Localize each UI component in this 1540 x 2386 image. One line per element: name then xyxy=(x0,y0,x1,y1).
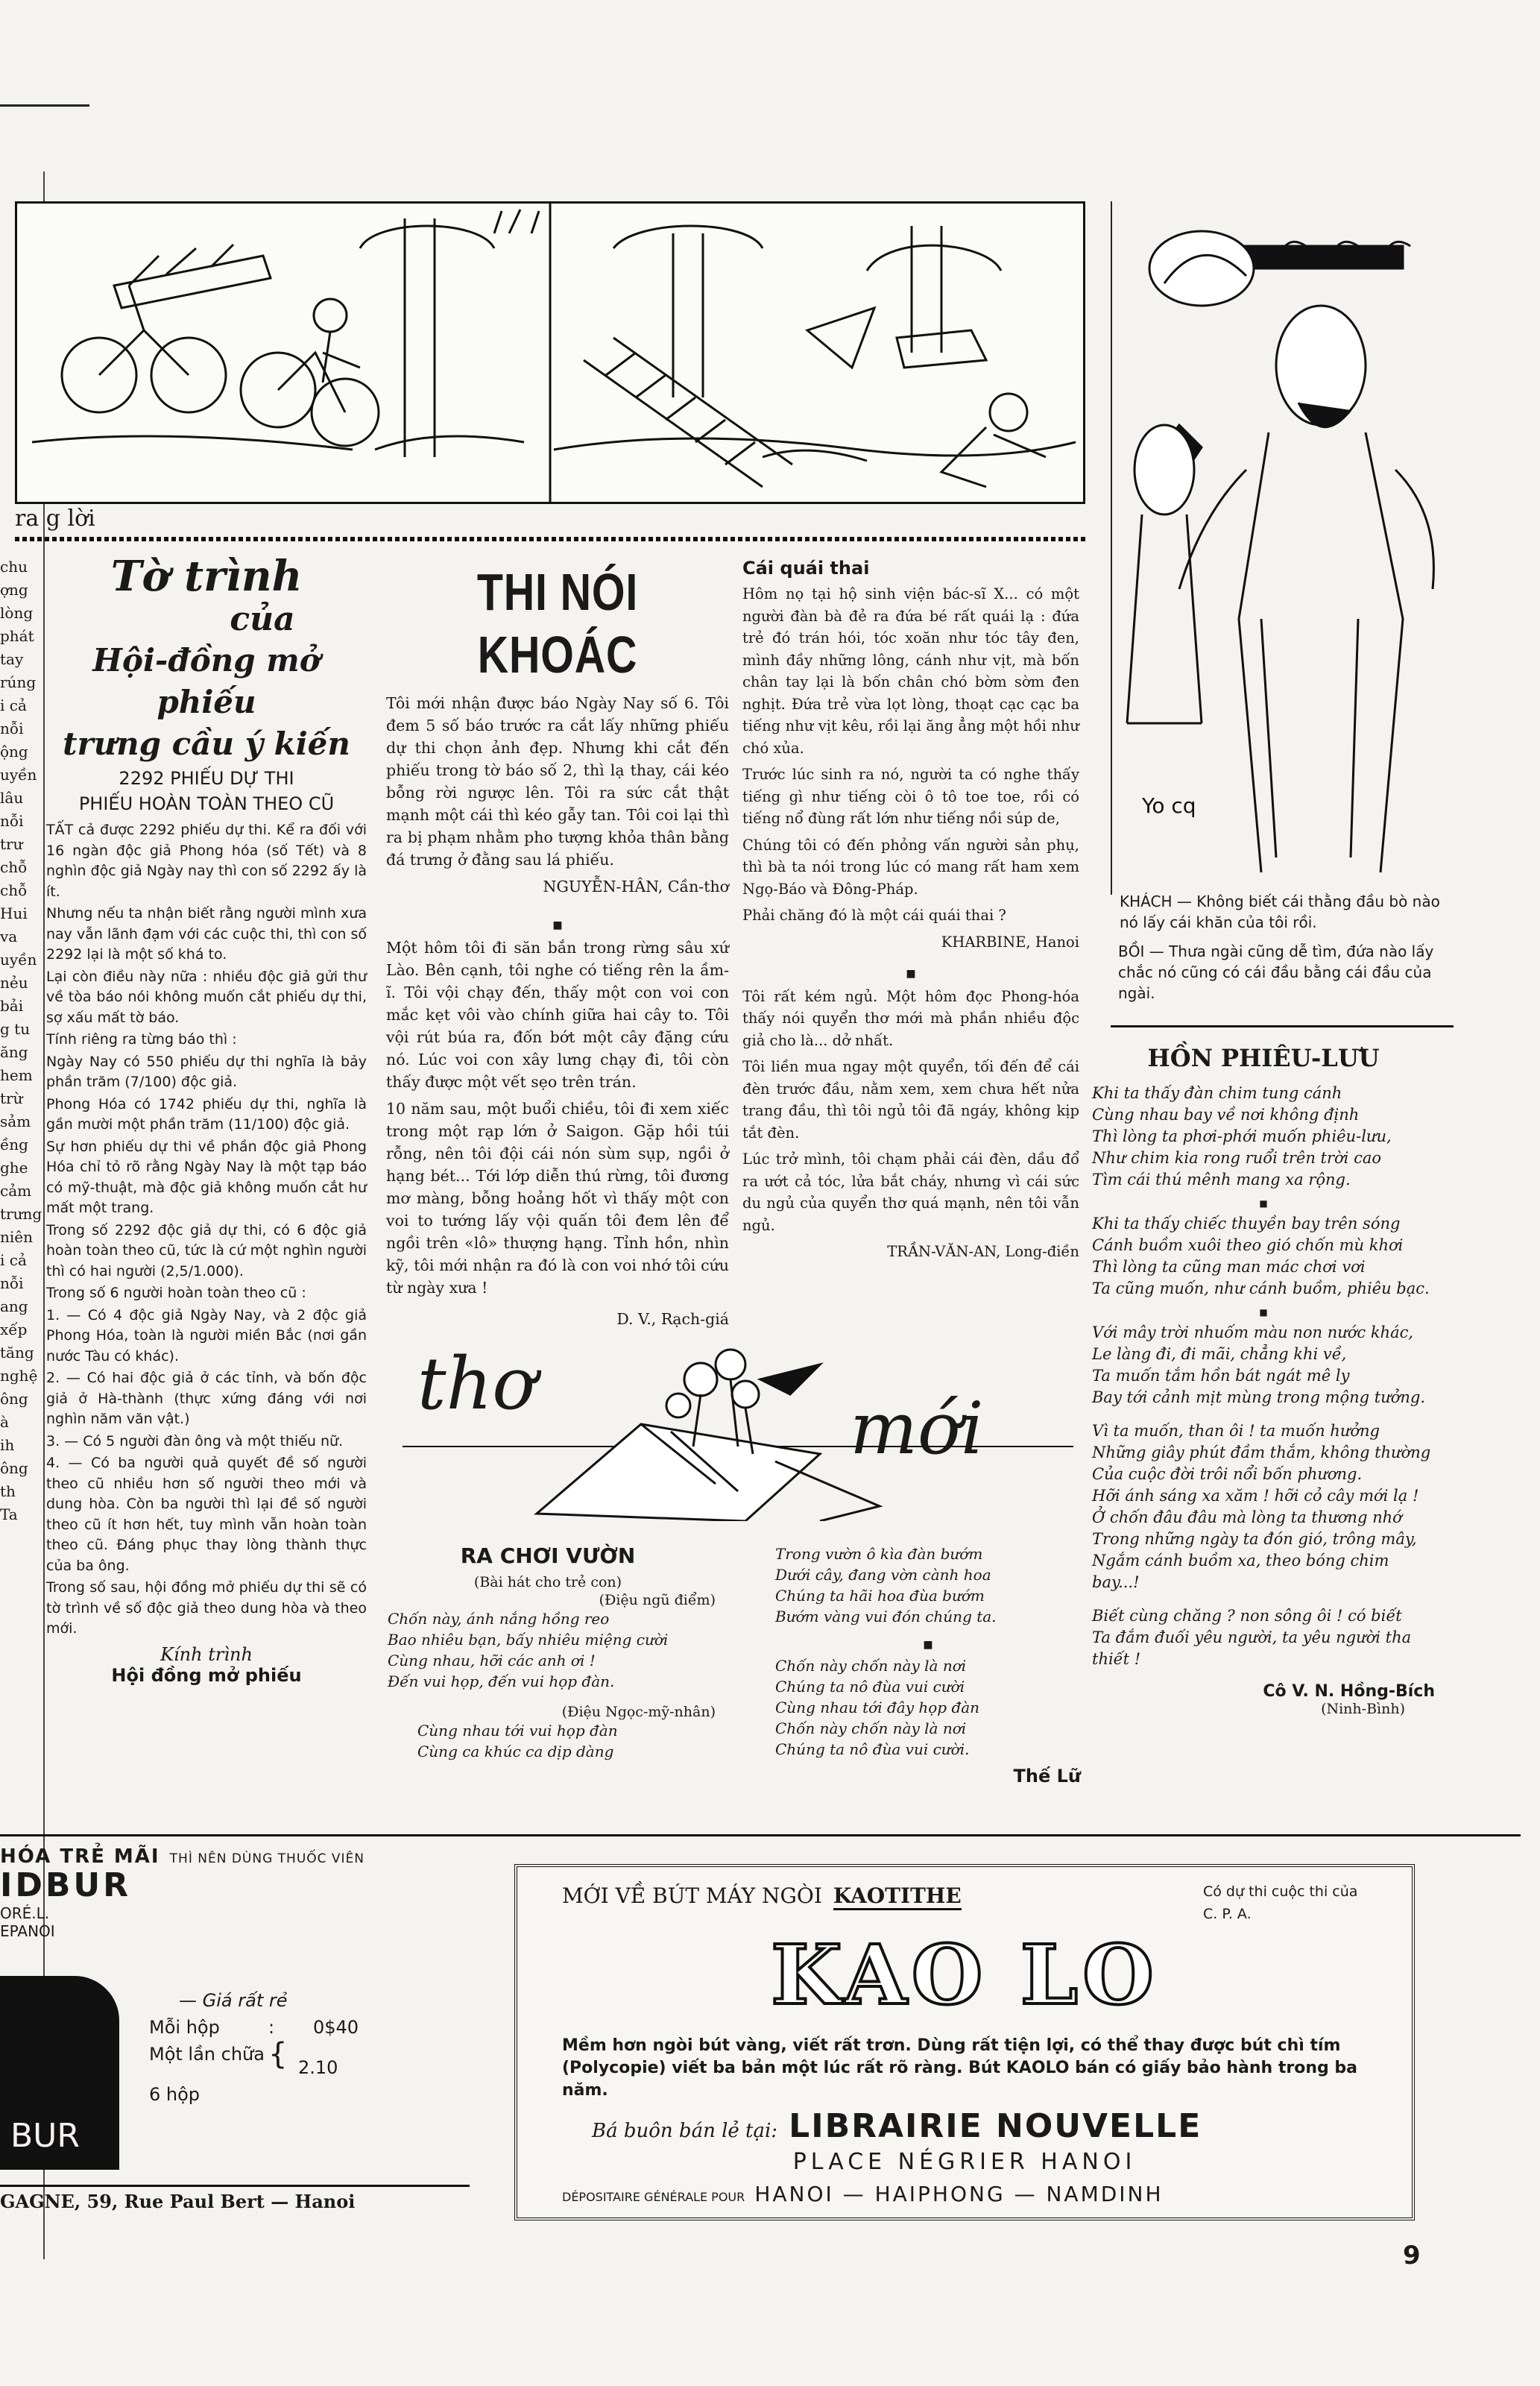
margin-fragment: lòng xyxy=(0,604,34,622)
margin-fragment: nỗi xyxy=(0,720,24,737)
poem-stanza-3 xyxy=(775,1543,1081,1627)
hat-cartoon-drawing xyxy=(1112,201,1455,895)
hpl-author: Cô V. N. Hồng-Bích xyxy=(1263,1682,1435,1701)
pill-ad-address: GAGNE, 59, Rue Paul Bert — Hanoi xyxy=(0,2191,356,2212)
story-2-signature: D. V., Rạch-giá xyxy=(616,1310,729,1328)
to-trinh-title-1: Tờ trình xyxy=(110,552,303,601)
poem-line: Cùng nhau tới vui họp đàn xyxy=(417,1722,618,1740)
to-trinh-paragraph: 4. — Có ba người quả quyết đề số người theo cũ nhiều hơn số người theo mới và dung hòa. Còn ba người thì lại đề số người theo cũ ít hơn hết, tuy mình vẫn hoàn toàn theo cũ. Đáng phục thay lòng thành thực của ba ông. xyxy=(46,1455,367,1574)
to-trinh-article xyxy=(46,553,367,1686)
poem-subtitle: (Bài hát cho trẻ con) xyxy=(473,1574,622,1590)
price-row-2-label: Một lần chữa xyxy=(149,2044,265,2065)
ra-choi-vuon-poem-right xyxy=(775,1543,1081,1787)
poem-line: Trong những ngày ta đón gió, trông mây, xyxy=(1092,1530,1417,1548)
kaolo-headline xyxy=(562,1883,962,1908)
poem-line: Khi ta thấy chiếc thuyền bay trên sóng xyxy=(1092,1215,1401,1233)
kaolo-brand: KAO LO xyxy=(771,1927,1158,2023)
margin-fragment: phát xyxy=(0,627,34,645)
margin-fragment: ang xyxy=(0,1297,28,1315)
poem-line: Những giây phút đầm thắm, không thường xyxy=(1092,1444,1431,1461)
poem-line: Ở chốn đâu đâu mà lòng ta thương nhớ xyxy=(1092,1508,1402,1526)
margin-fragment: nỗi xyxy=(0,1274,24,1292)
quai-thai-sig-2: TRẦN-VĂN-AN, Long-điền xyxy=(887,1243,1079,1260)
poem-stanza-4 xyxy=(775,1655,1081,1760)
poem-line: Chúng ta hãi hoa đùa bướm xyxy=(775,1587,985,1605)
to-trinh-paragraph: 2. — Có hai độc giả ở các tỉnh, và bốn độc giả ở Hà-thành (thực xứng đáng với nơi nghìn năm văn vật.) xyxy=(46,1370,367,1427)
price-title: — Giá rất rẻ xyxy=(179,1990,288,2011)
page-number: 9 xyxy=(1403,2241,1421,2270)
price-row-23-value: 2.10 xyxy=(298,2057,338,2078)
pill-ad-headline: HÓA TRẺ MÃI xyxy=(0,1845,160,1868)
quai-thai-sig-1: KHARBINE, Hanoi xyxy=(941,933,1079,951)
price-row-3-label: 6 hộp xyxy=(149,2084,201,2105)
pill-ad-label-1: ORÉ.L. xyxy=(0,1904,50,1922)
price-row-1-value: 0$40 xyxy=(313,2017,359,2038)
poem-line: Le làng đi, đi mãi, chẳng khi về, xyxy=(1092,1345,1347,1363)
caption-khach: KHÁCH — Không biết cái thằng đầu bò nào nó lấy cái khăn của tôi rồi. xyxy=(1120,893,1440,931)
price-row-1-label: Mỗi hộp xyxy=(149,2017,220,2038)
story-2a: Một hôm tôi đi săn bắn trong rừng sâu xứ Lào. Bên cạnh, tôi nghe có tiếng rên la ầm-ĩ. Tôi vội chạy đến, thấy một con voi con mắc kẹt vôi vào chính giữa hai cây to. Tôi vội rút búa ra, đốn bớt một cây đặng cứu nó. Lúc voi con xây lưng chạy đi, tôi còn thấy được một vết sẹo trên trán. xyxy=(386,939,729,1091)
cartoon-illustration xyxy=(17,204,1083,502)
margin-fragment: va xyxy=(0,928,18,945)
pill-bottle-label: BUR xyxy=(10,2117,80,2155)
pill-ad-label-2: EPANOI xyxy=(0,1922,55,1940)
kaolo-depot-label: DÉPOSITAIRE GÉNÉRALE POUR xyxy=(562,2190,745,2204)
margin-fragment: ông xyxy=(0,1459,28,1477)
margin-fragment: uyền xyxy=(0,766,37,784)
kaolo-headline-brand: KAOTITHE xyxy=(833,1883,962,1910)
margin-fragment: trưng xyxy=(0,1205,42,1223)
margin-fragment: ăng xyxy=(0,1043,28,1061)
margin-fragment: hem xyxy=(0,1066,33,1084)
kaolo-address: PLACE NÉGRIER HANOI xyxy=(792,2149,1137,2175)
quai-thai-p4: Phải chăng đó là một cái quái thai ? xyxy=(742,907,1006,924)
margin-fragment: th xyxy=(0,1482,16,1500)
quai-thai-p5: Tôi rất kém ngủ. Một hôm đọc Phong-hóa thấy nói quyển thơ mới mà phần nhiều độc giả cho là... dở nhất. xyxy=(742,987,1079,1049)
poem-line: Ta muốn tắm hồn bát ngát mê ly xyxy=(1092,1367,1350,1385)
poem-line: Đến vui họp, đến vui họp đàn. xyxy=(388,1672,615,1690)
poem-line: Của cuộc đời trôi nổi bốn phương. xyxy=(1092,1465,1363,1483)
poem-line: Ta đắm đuối yêu người, ta yêu người tha thiết ! xyxy=(1092,1628,1412,1668)
to-trinh-body xyxy=(46,820,367,1640)
separator-dot: ■ xyxy=(906,968,916,980)
hat-cartoon xyxy=(1111,201,1455,931)
story-2b: 10 năm sau, một buổi chiều, tôi đi xem xiếc trong một rạp lớn ở Saigon. Gặp hồi túi rỗng, nên tôi đội cái nón sùm sụp, ngồi ở hạng bét... Tới lớp diễn thú rừng, tôi đương mơ màng, bỗng hoảng hốt vì thấy một con voi to tướng lấy vội quấn tôi đem lên để ngồi trên «lô» thượng hạng. Tỉnh hồn, nhìn kỹ, tôi mới nhận ra đó là con voi nhớ tôi cứu từ ngày xưa ! xyxy=(386,1100,729,1297)
poem-line: Ngắm cánh buồm xa, theo bóng chim bay...! xyxy=(1092,1552,1389,1591)
poem-title: RA CHƠI VƯỜN xyxy=(460,1543,636,1568)
margin-fragment: ih xyxy=(0,1436,15,1454)
poem-stanza-1 xyxy=(373,1608,723,1692)
quai-thai-p3: Chúng tôi có đến phỏng vấn người sản phụ, thì bà ta nói trong lúc có mang rất ham xem Ngọ-Báo và Đông-Pháp. xyxy=(742,836,1079,898)
pill-ad-brand: IDBUR xyxy=(0,1866,132,1904)
poem-line: Cùng nhau, hỡi các anh ơi ! xyxy=(388,1652,596,1669)
to-trinh-closing-label: Kính trình xyxy=(160,1643,253,1665)
poem-line: Dưới cây, đang vờn cành hoa xyxy=(775,1566,991,1584)
price-block: — Giá rất rẻ Mỗi hộp : 0$40 Một lần chữa { 2.10 6 hộp xyxy=(149,1987,462,2108)
margin-fragment: ghe xyxy=(0,1159,28,1177)
margin-fragment: nẻu xyxy=(0,974,28,992)
separator-dot: ■ xyxy=(923,1639,933,1651)
margin-fragment: nỗi xyxy=(0,812,24,830)
margin-fragment: ợng xyxy=(0,581,28,599)
thi-noi-khoac-article xyxy=(386,561,729,1330)
ra-choi-vuon-poem-left xyxy=(373,1543,723,1762)
margin-fragment: uyền xyxy=(0,951,37,969)
to-trinh-paragraph: Phong Hóa có 1742 phiếu dự thi, nghĩa là gần mười một phần trăm (11/100) độc giả. xyxy=(46,1095,367,1133)
kaolo-side-note: Có dự thi cuộc thi của C. P. A. xyxy=(1203,1883,1358,1922)
to-trinh-paragraph: Sự hơn phiếu dự thi về phần độc giả Phong Hóa chỉ tỏ rõ rằng Ngày Nay là một tạp báo có mỹ-thuật, mà độc giả không muốn cắt hư mất một trang. xyxy=(46,1138,367,1216)
separator-dot: ■ xyxy=(552,919,563,931)
top-tick xyxy=(0,104,89,107)
quai-thai-p2: Trước lúc sinh ra nó, người ta có nghe thấy tiếng gì như tiếng còi ô tô toe toe, rồi có tiếng nổ đùng rất lớn như tiếng nồi súp de, xyxy=(742,766,1079,827)
poem-note-2: (Điệu Ngọc-mỹ-nhân) xyxy=(561,1704,716,1720)
poem-line: Chốn này, ánh nắng hồng reo xyxy=(388,1610,610,1628)
to-trinh-paragraph: Trong số sau, hội đồng mở phiếu dự thi sẽ có tờ trình về số độc giả theo dung hòa và theo mới. xyxy=(46,1579,367,1637)
story-1-signature: NGUYỄN-HÂN, Cần-thơ xyxy=(543,878,729,895)
price-title-text: Giá rất rẻ xyxy=(202,1990,288,2011)
separator-dot: ■ xyxy=(1259,1198,1268,1209)
margin-fragment: trừ xyxy=(0,1089,23,1107)
to-trinh-paragraph: Trong số 2292 độc giả dự thi, có 6 độc giả hoàn toàn theo cũ, tức là cứ một nghìn người thì có hai người (2,5/1.000). xyxy=(46,1221,367,1279)
poem-line: Chốn này chốn này là nơi xyxy=(775,1657,967,1675)
margin-fragment: bải xyxy=(0,997,24,1015)
poem-line: Tìm cái thú mênh mang xa rộng. xyxy=(1092,1171,1351,1189)
cartoon-signature: Yo cq xyxy=(1142,793,1196,818)
to-trinh-title-4: trưng cầu ý kiến xyxy=(63,725,350,762)
left-margin-fragments xyxy=(0,555,42,1526)
margin-fragment: trư xyxy=(0,835,23,853)
poem-note-1: (Điệu ngũ điểm) xyxy=(599,1592,716,1608)
separator-dot: ■ xyxy=(1259,1307,1268,1318)
hpl-stanza-3 xyxy=(1092,1322,1435,1408)
margin-fragment: chỗ xyxy=(0,858,28,876)
margin-fragment: xếp xyxy=(0,1321,28,1338)
poem-line: Cùng ca khúc ca dịp dàng xyxy=(417,1743,614,1760)
to-trinh-paragraph: Ngày Nay có 550 phiếu dự thi nghĩa là bảy phần trăm (7/100) độc giả. xyxy=(46,1053,367,1090)
kaolo-seller-line xyxy=(592,2107,1202,2145)
tho-moi-banner xyxy=(403,1335,1073,1521)
margin-fragment: Ta xyxy=(0,1505,18,1523)
margin-fragment: rúng xyxy=(0,673,37,691)
to-trinh-paragraph: Tính riêng ra từng báo thì : xyxy=(46,1031,237,1048)
poem-line: Vì ta muốn, than ôi ! ta muốn hưởng xyxy=(1092,1422,1380,1440)
margin-fragment: à xyxy=(0,1413,9,1431)
margin-fragment: ềng xyxy=(0,1136,28,1153)
margin-fragment: chu xyxy=(0,558,28,576)
margin-fragment: tăng xyxy=(0,1344,34,1362)
cartoon-strip xyxy=(15,201,1085,504)
hpl-place: (Ninh-Bình) xyxy=(1321,1701,1405,1717)
poem-line: Bướm vàng vui đón chúng ta. xyxy=(775,1608,997,1625)
poem-line: Bao nhiêu bạn, bấy nhiêu miệng cười xyxy=(388,1631,669,1649)
to-trinh-paragraph: 1. — Có 4 độc giả Ngày Nay, và 2 độc giả Phong Hóa, toàn là người miền Bắc (nơi gần nước Tàu có khác). xyxy=(46,1306,367,1364)
quai-thai-p1: Hôm nọ tại hộ sinh viện bác-sĩ X... có một người đàn bà đẻ ra đứa bé rất quái lạ : đứa trẻ đó trán hói, tóc xoăn như tóc tây đen, mình đầy những lông, cánh như vịt, mà bốn chân tay lại là bốn chân chó bờm sờm đen nghịt. Đứa trẻ vừa lọt lòng, thoạt cạc cạc ba tiếng như vịt kêu, rồi lại ăng ẳng một hồi như chó xủa. xyxy=(742,585,1079,757)
hpl-stanza-4 xyxy=(1092,1420,1435,1593)
tho-moi-banner-right: mới xyxy=(850,1387,984,1470)
poem-line: Bay tới cảnh mịt mùng trong mộng tưởng. xyxy=(1092,1388,1426,1406)
poem-line: Như chim kia rong ruổi trên trời cao xyxy=(1092,1149,1381,1167)
poem-line: Biết cùng chăng ? non sông ôi ! có biết xyxy=(1092,1607,1402,1625)
poem-line: Chúng ta nô đùa vui cười. xyxy=(775,1740,970,1758)
poem-line: Cùng nhau tới đây họp đàn xyxy=(775,1699,980,1716)
zigzag-rule xyxy=(15,537,1088,541)
to-trinh-paragraph: TẤT cả được 2292 phiếu dự thi. Kể ra đối với 16 ngàn độc giả Phong hóa (số Tết) và 8 nghìn độc giả Ngày nay thì con số 2292 ấy là ít. xyxy=(46,822,367,900)
margin-fragment: nghệ xyxy=(0,1367,38,1385)
kaolo-description: Mềm hơn ngòi bút vàng, viết rất trơn. Dùng rất tiện lợi, có thể thay được bút chì tím (Polycopie) viết ba bản một lúc rất rõ ràng. Bút KAOLO bán có giấy bảo hành trong ba năm. xyxy=(562,2036,1357,2100)
poem-line: Thì lòng ta cũng man mác chơi vơi xyxy=(1092,1258,1366,1276)
kaolo-headline-prefix: MỚI VỀ BÚT MÁY NGÒI xyxy=(562,1883,822,1908)
to-trinh-paragraph: Trong số 6 người hoàn toàn theo cũ : xyxy=(46,1285,306,1301)
to-trinh-title-2: của xyxy=(230,600,295,638)
poem-line: Cánh buồm xuôi theo gió chốn mù khơi xyxy=(1092,1236,1404,1254)
poem-line: Chúng ta nô đùa vui cười xyxy=(775,1678,965,1696)
margin-fragment: ông xyxy=(0,1390,28,1408)
thi-noi-khoac-title: THI NÓI KHOÁC xyxy=(476,563,639,684)
to-trinh-title-3: Hội-đồng mở phiếu xyxy=(92,642,321,720)
margin-fragment: lâu xyxy=(0,789,24,807)
poem-author: Thế Lữ xyxy=(1013,1766,1081,1787)
margin-fragment: tay xyxy=(0,650,24,668)
margin-fragment: cảm xyxy=(0,1182,32,1200)
pill-ad xyxy=(0,1845,477,2226)
pill-ad-headline-tail: THÌ NÊN DÙNG THUỐC VIÊN xyxy=(169,1851,365,1866)
poem-line: Hỡi ánh sáng xa xăm ! hỡi cỏ cây mới lạ ! xyxy=(1092,1487,1419,1505)
pill-bottle-image xyxy=(0,1976,119,2170)
margin-fragment: ộng xyxy=(0,743,28,761)
tho-moi-banner-left: thơ xyxy=(417,1342,536,1426)
to-trinh-paragraph: 3. — Có 5 người đàn ông và một thiếu nữ. xyxy=(46,1432,344,1449)
margin-fragment: chỗ xyxy=(0,881,28,899)
poem-line: Cùng nhau bay về nơi không định xyxy=(1092,1106,1360,1124)
hon-phieu-luu-title: HỒN PHIÊU-LƯU xyxy=(1147,1044,1380,1072)
hpl-stanza-1 xyxy=(1092,1083,1435,1191)
pill-ad-rule xyxy=(0,2185,470,2187)
kaolo-depot xyxy=(562,2182,1164,2206)
story-1: Tôi mới nhận được báo Ngày Nay số 6. Tôi đem 5 số báo trước ra cắt lấy những phiếu dự thi chọn ảnh đẹp. Nhưng khi cắt đến phiếu trong tờ báo số 2, thì lạ thay, cái kéo bỗng rời ngược lên. Tôi ra sức cắt thật mạnh một cái thì kéo gẫy tan. Tôi coi lại thì ra bị phạm nhằm pho tượng khỏa thân bằng đá trưng ở đằng sau lá phiếu. xyxy=(386,694,729,869)
poem-line: Với mây trời nhuốm màu non nước khác, xyxy=(1092,1323,1414,1341)
to-trinh-paragraph: Lại còn điều này nữa : nhiều độc giả gửi thư về tòa báo nói không muốn cắt phiếu dự thi, sợ xấu mất tờ báo. xyxy=(46,968,367,1026)
to-trinh-sub-1: 2292 PHIẾU DỰ THI xyxy=(119,768,294,789)
kaolo-depot-cities: HANOI — HAIPHONG — NAMDINH xyxy=(754,2182,1164,2206)
kaolo-ad xyxy=(514,1864,1415,2220)
margin-fragment: sảm xyxy=(0,1112,31,1130)
cai-quai-thai-title: Cái quái thai xyxy=(742,558,870,579)
poem-line: Khi ta thấy đàn chim tung cánh xyxy=(1092,1084,1342,1102)
poem-line: Chốn này chốn này là nơi xyxy=(775,1719,967,1737)
to-trinh-closing-sig: Hội đồng mở phiếu xyxy=(111,1664,302,1686)
caption-boi: BỒI — Thưa ngài cũng dễ tìm, đứa nào lấy chắc nó cũng có cái đầu bằng cái đầu của ngài. xyxy=(1118,942,1434,1002)
ads-top-rule xyxy=(0,1834,1521,1836)
cartoon-caption-fragment: ra g lời xyxy=(15,506,95,532)
poem-line: Trong vườn ô kìa đàn bướm xyxy=(775,1545,983,1563)
margin-fragment: i cả xyxy=(0,696,27,714)
margin-fragment: niên xyxy=(0,1228,33,1246)
poem-line: Ta cũng muốn, như cánh buồm, phiêu bạc. xyxy=(1092,1279,1430,1297)
caption-rule xyxy=(1111,1025,1454,1027)
hpl-stanza-2 xyxy=(1092,1213,1435,1300)
hon-phieu-luu-poem xyxy=(1092,1044,1435,1717)
quai-thai-p7: Lúc trở mình, tôi chạm phải cái đèn, dầu đổ ra ướt cả tóc, lửa bắt cháy, nhưng vì cái sức du ngủ của quyển thơ quá mạnh, nên tôi vẫn ngủ. xyxy=(742,1150,1079,1234)
margin-fragment: i cả xyxy=(0,1251,27,1269)
kaolo-seller-label: Bá buôn bán lẻ tại: xyxy=(592,2120,778,2142)
cai-quai-thai-article xyxy=(742,558,1079,1263)
poem-stanza-2 xyxy=(373,1720,723,1762)
margin-fragment: Hui xyxy=(0,904,28,922)
margin-fragment: g tu xyxy=(0,1020,31,1038)
hpl-stanza-5 xyxy=(1092,1605,1435,1670)
quai-thai-p6: Tôi liền mua ngay một quyển, tối đến để cái đèn trước đầu, nằm xem, xem chưa hết nửa trang đầu, thì tôi ngủ tôi đã ngáy, không kịp tắt đèn. xyxy=(742,1058,1079,1142)
poem-line: Thì lòng ta phơi-phới muốn phiêu-lưu, xyxy=(1092,1127,1392,1145)
to-trinh-paragraph: Nhưng nếu ta nhận biết rằng người mình xưa nay vẫn lãnh đạm với các cuộc thi, thì con số 2292 lại là một số khá to. xyxy=(46,905,367,963)
to-trinh-sub-2: PHIẾU HOÀN TOÀN THEO CŨ xyxy=(78,793,335,814)
kaolo-seller: LIBRAIRIE NOUVELLE xyxy=(789,2107,1202,2145)
